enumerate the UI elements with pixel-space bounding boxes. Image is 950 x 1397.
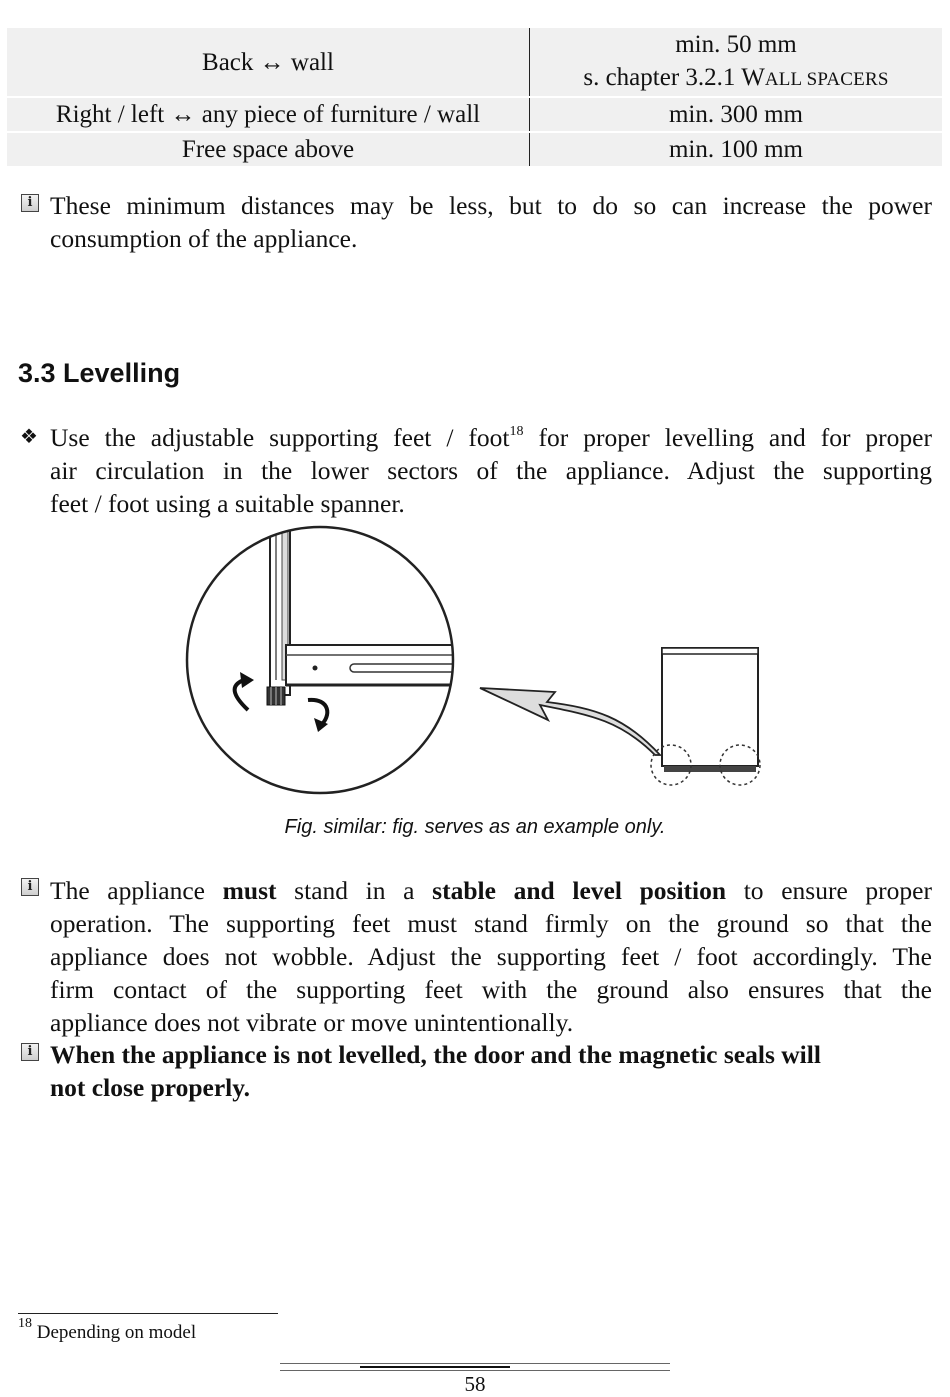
- bold-text: must: [222, 876, 277, 905]
- text-span: to ensure proper: [726, 876, 932, 905]
- footer-rule: [280, 1370, 670, 1371]
- appliance-illustration: [651, 648, 760, 785]
- text-line: appliance does not wobble. Adjust the supporting feet / foot accordingly. The: [50, 942, 932, 971]
- chapter-ref-smallcaps: ALL SPACERS: [764, 69, 889, 90]
- text-line: firm contact of the supporting feet with the ground also ensures that the: [50, 975, 932, 1004]
- footnote-ref: 18: [509, 424, 524, 439]
- table-row: [7, 28, 942, 97]
- text-span: The appliance: [50, 876, 223, 905]
- text-line: [50, 421, 932, 454]
- text-line: [50, 874, 932, 907]
- text-line: feet / foot using a suitable spanner.: [50, 489, 405, 518]
- value-line: [530, 61, 942, 96]
- section-heading: 3.3 Levelling: [18, 358, 181, 388]
- text-line: consumption of the appliance.: [50, 224, 358, 253]
- info-icon: i: [21, 194, 39, 212]
- table-cell-label: Back ↔ wall: [7, 28, 530, 97]
- text-line: air circulation in the lower sectors of the appliance. Adjust the supporting: [50, 456, 932, 485]
- pointer-arrow: [480, 688, 660, 755]
- warning-paragraph: [50, 1038, 932, 1104]
- table-cell-value: min. 300 mm: [530, 97, 943, 132]
- levelling-figure: [170, 520, 790, 810]
- figure-caption: Fig. similar: fig. serves as an example only.: [284, 816, 666, 838]
- value-line: min. 50 mm: [675, 31, 797, 58]
- table-row: [7, 97, 942, 132]
- table-row: [7, 132, 942, 167]
- footnote-number: 18: [18, 1316, 32, 1331]
- note-paragraph: [50, 874, 932, 1039]
- chapter-ref: s. chapter 3.2.1: [583, 64, 742, 91]
- magnified-foot-detail: [187, 520, 490, 793]
- page-number: 58: [464, 1372, 486, 1396]
- text-span: stand in a: [276, 876, 433, 905]
- text-span: Use the adjustable supporting feet / foot: [50, 423, 510, 452]
- footer-rule: [360, 1366, 510, 1368]
- footnote-separator: [18, 1313, 278, 1314]
- text-line: These minimum distances may be less, but to do so can increase the power: [50, 191, 932, 220]
- info-icon: i: [21, 1043, 39, 1061]
- footnote-text: Depending on model: [32, 1322, 197, 1343]
- info-icon: i: [21, 878, 39, 896]
- text-line: When the appliance is not levelled, the door and the magnetic seals will: [50, 1040, 821, 1069]
- text-line: not close properly.: [50, 1073, 250, 1102]
- bullet-icon: ❖: [20, 424, 38, 448]
- distance-table: [7, 28, 942, 168]
- chapter-ref-cap: W: [741, 64, 765, 91]
- text-line: operation. The supporting feet must stand firmly on the ground so that the: [50, 909, 932, 938]
- table-cell-value: min. 100 mm: [530, 132, 943, 167]
- text-line: appliance does not vibrate or move unintentionally.: [50, 1008, 574, 1037]
- note-paragraph: [50, 189, 932, 255]
- table-cell-label: Right / left ↔ any piece of furniture / wall: [7, 97, 530, 132]
- text-span: for proper levelling and for proper: [523, 423, 932, 452]
- bullet-paragraph: [50, 421, 932, 520]
- table-cell-label: Free space above: [7, 132, 530, 167]
- footnote: [18, 1316, 197, 1344]
- bold-text: stable and level position: [432, 876, 727, 905]
- footer-rule: [280, 1363, 670, 1364]
- table-cell-value: [530, 28, 943, 97]
